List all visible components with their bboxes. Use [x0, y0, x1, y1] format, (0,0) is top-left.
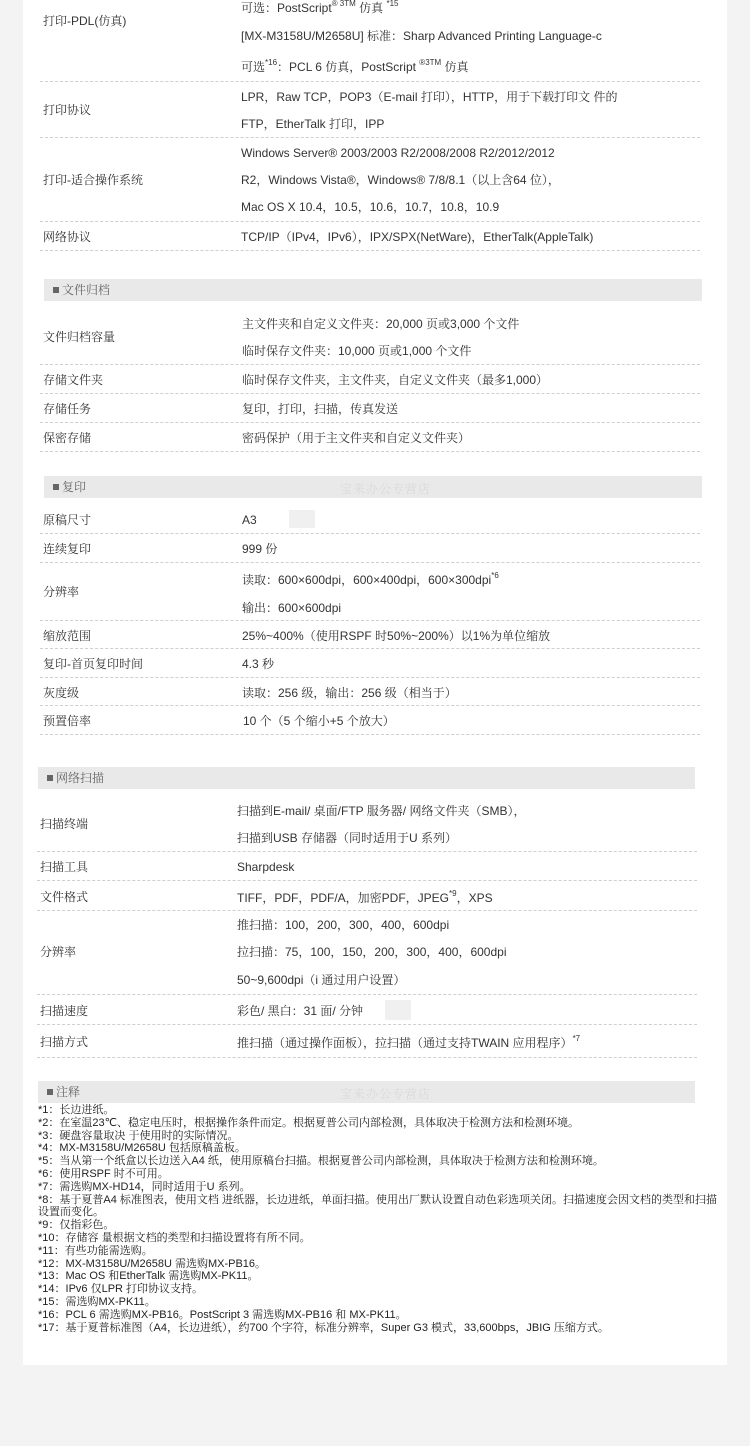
spec-key: 保密存储 [43, 431, 92, 445]
square-bullet-icon [47, 1089, 53, 1095]
square-bullet-icon [47, 775, 53, 781]
spec-row-gray-levels [40, 678, 700, 706]
footnote: *13：Mac OS 和EtherTalk 需选购MX-PK11。 [38, 1270, 259, 1283]
section-title: 复印 [62, 480, 87, 494]
spec-key: 预置倍率 [43, 714, 92, 728]
spec-value-line: Windows Server® 2003/2003 R2/2008/2008 R2/2012/2012 [241, 146, 555, 160]
spec-value-line: 可选：PostScript$^{® 3TM}$ 仿真 $^{*15}$ [241, 0, 399, 15]
spec-value-line: 推扫描：100，200，300，400，600dpi [237, 918, 450, 932]
spec-value-line: 临时保存文件夹：10,000 页或1,000 个文件 [242, 344, 472, 358]
spec-value-line: TIFF，PDF，PDF/A，加密PDF，JPEG$^{*9}$，XPS [237, 889, 493, 905]
spec-key: 扫描终端 [40, 817, 89, 831]
spec-row-scan-resolution [37, 911, 697, 995]
spec-value-line: 25%~400%（使用RSPF 时50%~200%）以1%为单位缩放 [242, 629, 551, 643]
spec-key: 灰度级 [43, 686, 80, 700]
spec-value-line: 999 份 [242, 542, 278, 556]
spec-key: 缩放范围 [43, 629, 92, 643]
spec-value-line: 4.3 秒 [242, 657, 275, 671]
spec-key: 扫描方式 [40, 1035, 89, 1049]
store-watermark: 宝来办公专营店 [340, 482, 432, 496]
filing-spec-table [40, 309, 700, 452]
spec-row-scan-destination [37, 796, 697, 852]
spec-value-line: 临时保存文件夹，主文件夹，自定义文件夹（最多1,000） [242, 373, 549, 387]
spec-value-line: FTP，EtherTalk 打印，IPP [241, 117, 385, 131]
spec-row-print-protocol [40, 82, 700, 138]
spec-value-line: 可选$^{*16}$：PCL 6 仿真，PostScript $^{®3TM}$ 仿真 [241, 58, 469, 74]
spec-value-line: 10 个（5 个缩小+5 个放大） [243, 714, 395, 728]
spec-value-line: LPR，Raw TCP，POP3（E-mail 打印），HTTP，用于下载打印文 件的 [241, 90, 618, 104]
footnote: *1：长边进纸。 [38, 1104, 115, 1116]
spec-key: 复印-首页复印时间 [43, 657, 143, 671]
footnote: *17：基于夏普标准图（A4，长边进纸），约700 个字符，标准分辨率，Super G3 模式，33,600bps，JBIG 压缩方式。 [38, 1321, 609, 1334]
footnote: *11：有些功能需选购。 [38, 1244, 153, 1257]
spec-row-resolution [40, 563, 700, 621]
spec-row-preset-ratios [40, 706, 700, 735]
square-bullet-icon [53, 287, 59, 293]
footnote: *5：当从第一个纸盒以长边送入A4 纸，使用原稿台扫描。根据夏普公司内部检测，具体取决于检测方法和检测环境。 [38, 1155, 604, 1168]
footnotes-list [38, 1104, 718, 1334]
spec-row-network-protocol [40, 222, 700, 251]
spec-value-line: 主文件夹和自定义文件夹：20,000 页或3,000 个文件 [242, 317, 520, 331]
spec-row-continuous-copy [40, 534, 700, 563]
printing-spec-table [40, 0, 700, 251]
spec-row-scan-method [37, 1025, 697, 1058]
footnote: *6：使用RSPF 时不可用。 [38, 1167, 169, 1180]
store-watermark: 宝来办公专营店 [340, 1087, 432, 1101]
section-title: 文件归档 [62, 283, 111, 297]
spec-value-line: 拉扫描：75，100，150，200，300，400，600dpi [237, 945, 507, 959]
spec-key: 打印-适合操作系统 [43, 173, 143, 187]
spec-key: 分辨率 [40, 945, 77, 959]
spec-value-line: 扫描到E-mail/ 桌面/FTP 服务器/ 网络文件夹（SMB）， [237, 804, 526, 818]
footnote: *12：MX-M3158U/M2658U 需选购MX-PB16。 [38, 1257, 267, 1270]
section-title: 网络扫描 [56, 771, 105, 785]
spec-value-line: 读取：600×600dpi，600×400dpi，600×300dpi$^{*6}$ [242, 571, 499, 587]
spec-value-line: [MX-M3158U/M2658U] 标准：Sharp Advanced Printing Language-c [241, 29, 602, 43]
section-header-scan [38, 767, 695, 789]
spec-value-line: 扫描到USB 存储器（同时适用于U 系列） [237, 831, 458, 845]
footnote: *2：在室温23℃、稳定电压时，根据操作条件而定。根据夏普公司内部检测，具体取决于检测方法和检测环境。 [38, 1116, 579, 1129]
spec-row-first-copy-time [40, 649, 700, 678]
spec-row-zoom-range [40, 621, 700, 649]
blank-image-placeholder [385, 1000, 411, 1020]
spec-key: 存储任务 [43, 402, 92, 416]
spec-row-file-format [37, 881, 697, 911]
spec-key: 原稿尺寸 [43, 513, 92, 527]
copy-spec-table [40, 506, 700, 735]
spec-value-line: 输出：600×600dpi [242, 601, 342, 615]
spec-value-line: 读取：256 级，输出：256 级（相当于） [242, 686, 457, 700]
footnote: *16：PCL 6 需选购MX-PB16。PostScript 3 需选购MX-PB16 和 MX-PK11。 [38, 1308, 407, 1321]
spec-key: 扫描速度 [40, 1004, 89, 1018]
footnote: *14：IPv6 仅LPR 打印协议支持。 [38, 1283, 204, 1296]
spec-key: 分辨率 [43, 585, 80, 599]
spec-row-scan-tool [37, 852, 697, 881]
spec-value-line: 50~9,600dpi（i 通过用户设置） [237, 973, 406, 987]
spec-value-line: R2，Windows Vista®，Windows® 7/8/8.1（以上含64 位）， [241, 173, 560, 187]
spec-key: 文件格式 [40, 890, 89, 904]
spec-key: 网络协议 [43, 230, 92, 244]
spec-value-line: 密码保护（用于主文件夹和自定义文件夹） [242, 431, 471, 445]
spec-row-scan-speed [37, 995, 697, 1025]
spec-value-line: 彩色/ 黑白：31 面/ 分钟 [237, 1004, 364, 1018]
footnote: *7：需选购MX-HD14，同时适用于U 系列。 [38, 1180, 251, 1193]
spec-value-line: Sharpdesk [237, 860, 295, 874]
spec-value-line: TCP/IP（IPv4，IPv6），IPX/SPX(NetWare)，EtherTalk(AppleTalk) [241, 230, 594, 244]
footnote: *8：基于夏普A4 标准图表，使用文档 进纸器，长边进纸，单面扫描。使用出厂默认设置自动色彩选项关闭。扫描速度会因文档的类型和扫描设置而变化。 [38, 1193, 717, 1219]
spec-key: 文件归档容量 [43, 330, 116, 344]
spec-row-original-size [40, 506, 700, 534]
section-header-filing [44, 279, 702, 301]
footnote: *10：存储容 量根据文档的类型和扫描设置将有所不同。 [38, 1231, 311, 1244]
spec-row-pdl [40, 0, 700, 82]
spec-row-secure-storage [40, 423, 700, 452]
square-bullet-icon [53, 484, 59, 490]
footnote: *3：硬盘容量取决 于使用时的实际情况。 [38, 1129, 239, 1142]
spec-value-line: A3 [242, 513, 257, 527]
spec-row-os [40, 138, 700, 222]
spec-row-storage-job [40, 394, 700, 423]
spec-row-storage-folder [40, 365, 700, 394]
footnote: *4：MX-M3158U/M2658U 包括原稿盖板。 [38, 1142, 246, 1155]
spec-key: 存储文件夹 [43, 373, 104, 387]
footnote: *15：需选购MX-PK11。 [38, 1295, 156, 1308]
spec-value-line: 推扫描（通过操作面板），拉扫描（通过支持TWAIN 应用程序）$^{*7}$ [237, 1034, 581, 1050]
scan-spec-table [37, 796, 697, 1058]
spec-value-line: Mac OS X 10.4，10.5，10.6，10.7，10.8，10.9 [241, 200, 500, 214]
blank-image-placeholder [289, 510, 315, 528]
spec-key: 扫描工具 [40, 860, 89, 874]
spec-row-filing-capacity [40, 309, 700, 365]
spec-key: 打印-PDL(仿真) [43, 14, 127, 28]
section-title: 注释 [56, 1085, 81, 1099]
footnote: *9：仅指彩色。 [38, 1219, 115, 1232]
spec-key: 打印协议 [43, 103, 92, 117]
spec-key: 连续复印 [43, 542, 92, 556]
spec-value-line: 复印，打印，扫描，传真发送 [242, 402, 399, 416]
